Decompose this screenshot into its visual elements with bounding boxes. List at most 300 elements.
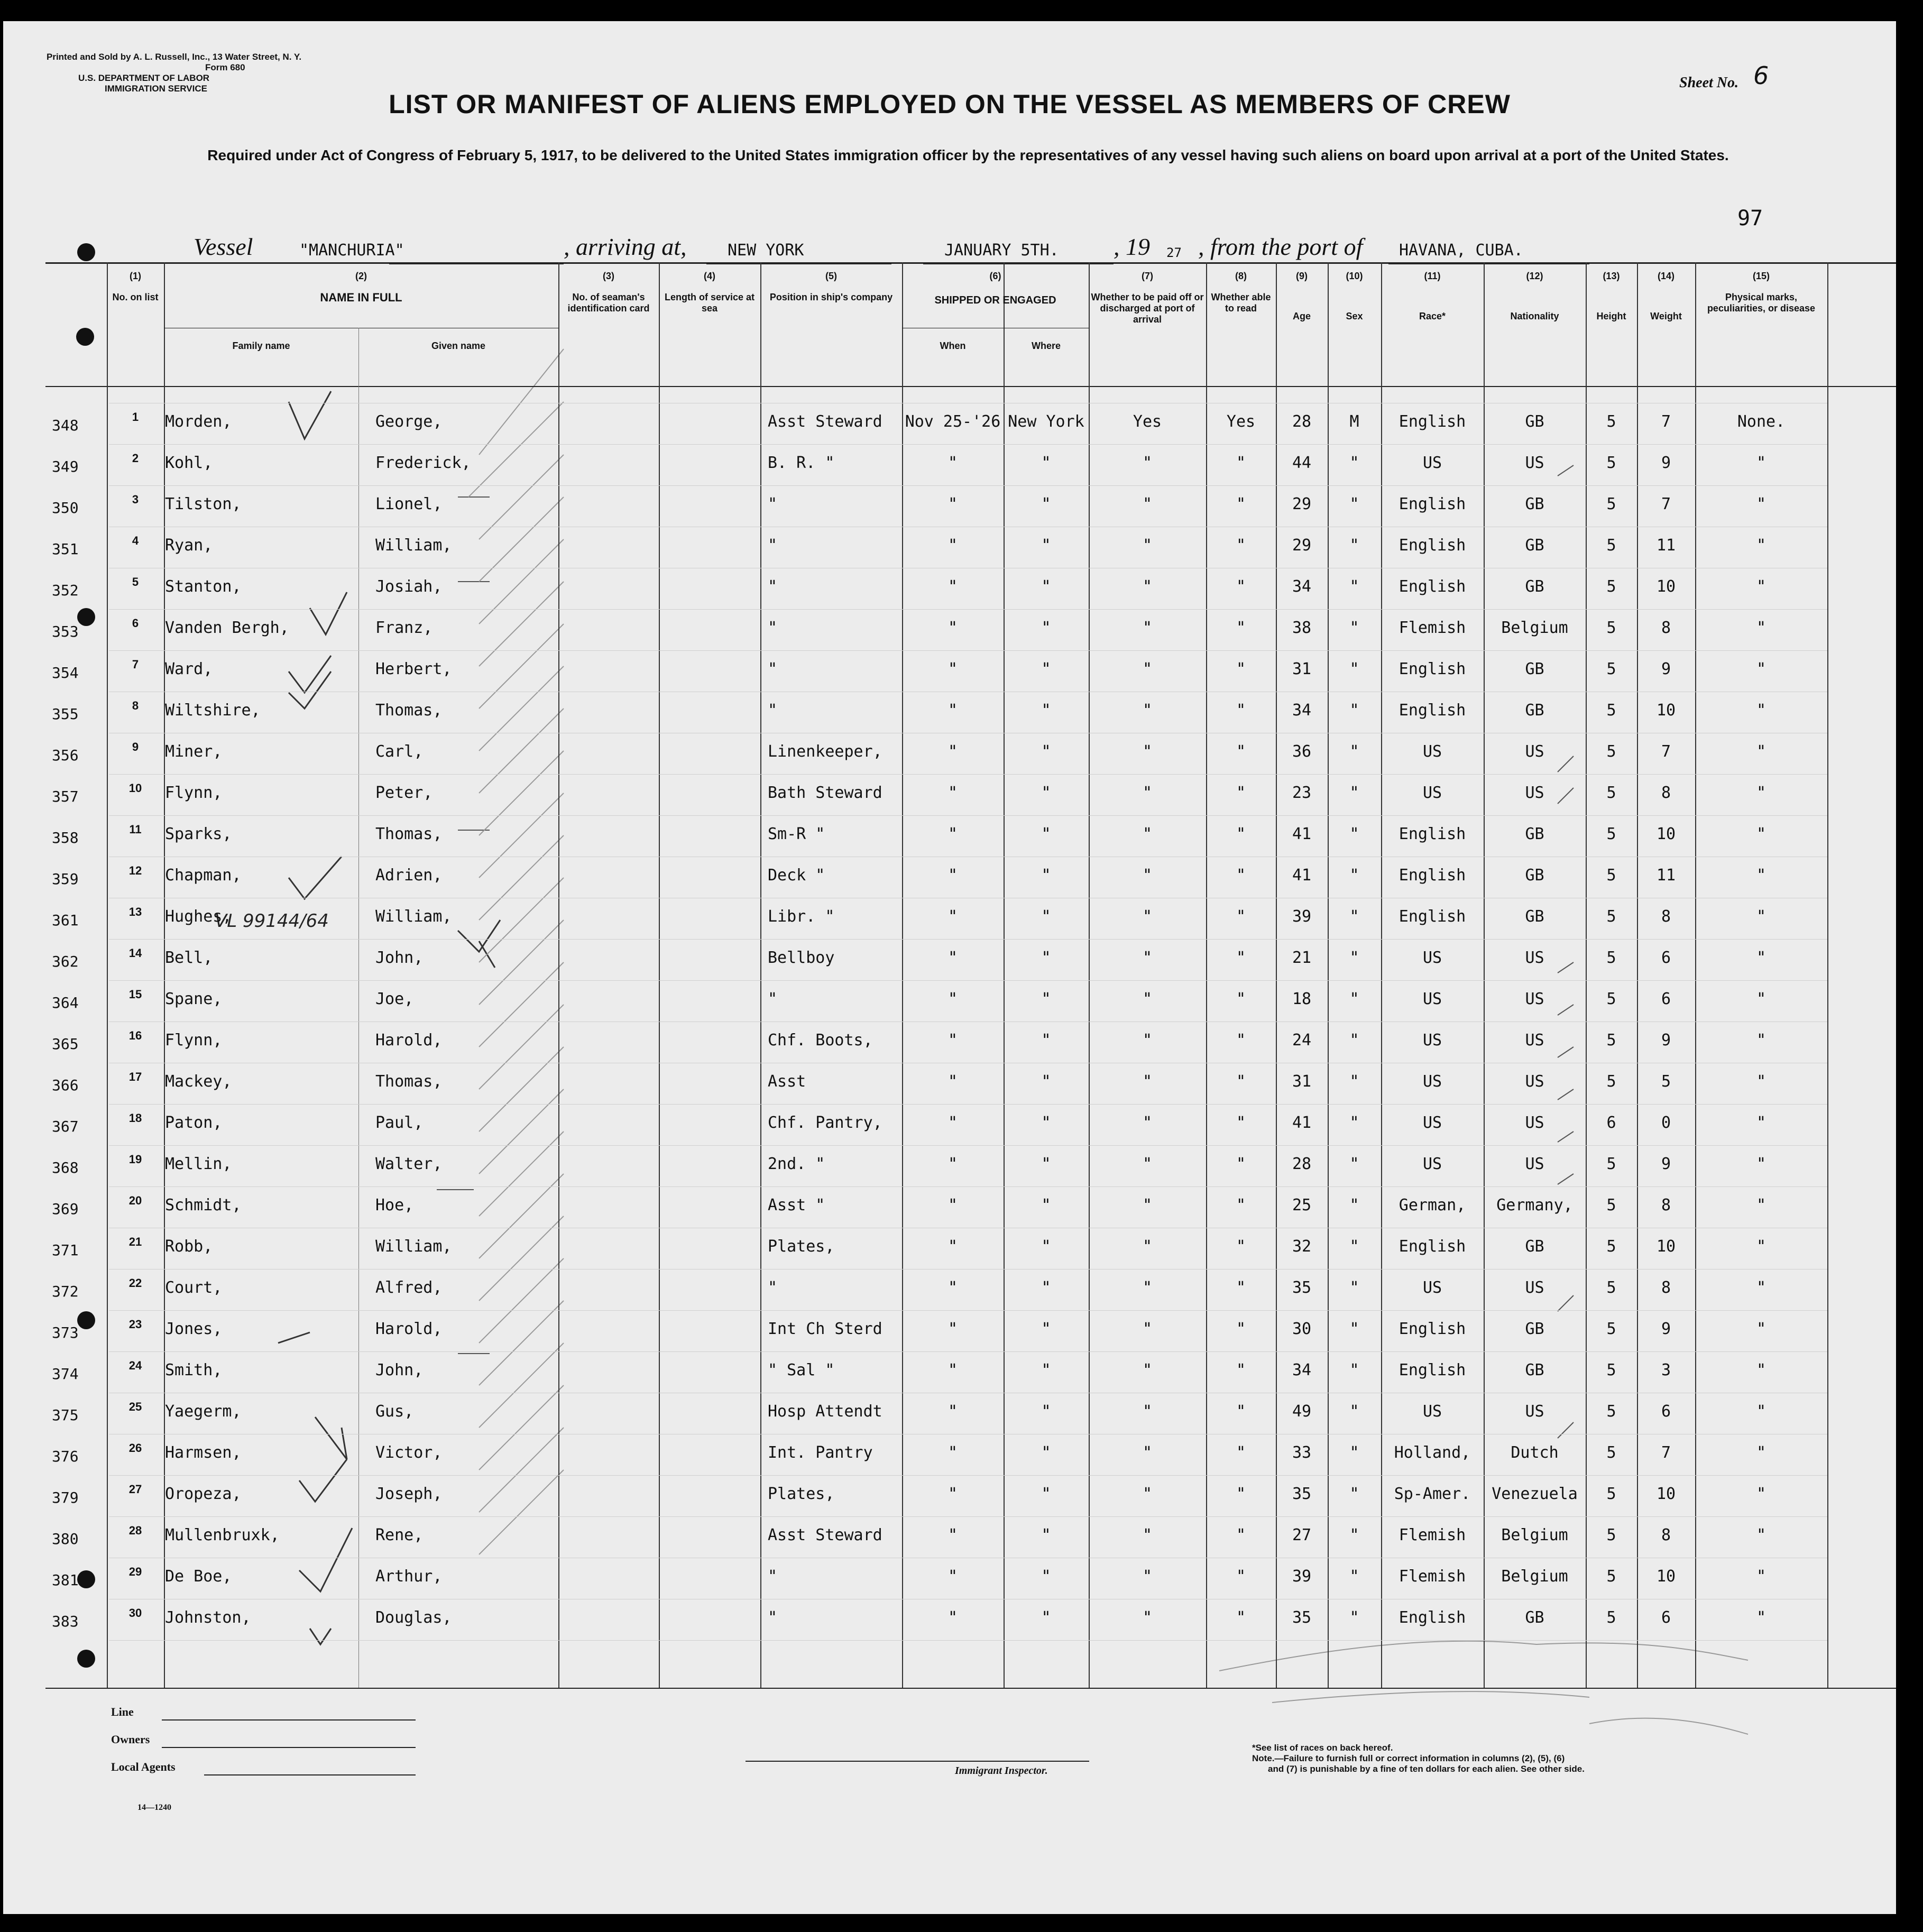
cell-age: 31 [1292, 1072, 1312, 1091]
cell-where: " [1041, 990, 1051, 1008]
cell-paid: " [1142, 701, 1153, 720]
cell-age: 28 [1292, 1155, 1312, 1173]
cell-age: 34 [1292, 1361, 1312, 1379]
row-list-number: 5 [132, 575, 139, 588]
cell-marks: " [1756, 701, 1766, 720]
column-c15-number: (15) [1752, 271, 1770, 281]
cell-where: " [1041, 866, 1051, 885]
cell-sex: " [1349, 701, 1359, 720]
cell-read: " [1236, 1402, 1246, 1421]
row-line-number: 381 [52, 1571, 79, 1589]
column-c7-number: (7) [1142, 271, 1153, 281]
cell-family: Yaegerm, [165, 1402, 242, 1421]
cell-sex: " [1349, 825, 1359, 843]
row-list-number: 2 [132, 452, 139, 465]
cell-given: Thomas, [375, 1072, 443, 1091]
cell-weight: 10 [1656, 825, 1676, 843]
cell-when: " [947, 1485, 958, 1503]
row-list-number: 14 [128, 946, 142, 960]
cell-race: English [1398, 536, 1466, 555]
table-top-rule [45, 262, 1896, 264]
cell-where: " [1041, 619, 1051, 637]
cell-nat: US [1525, 990, 1544, 1008]
cell-height: 5 [1606, 866, 1616, 885]
cell-given: Carl, [375, 742, 424, 761]
vessel-label: Vessel [194, 233, 253, 260]
cell-where: New York [1008, 412, 1084, 431]
cell-position: " [768, 660, 778, 678]
cell-marks: " [1756, 1155, 1766, 1173]
footnote-fine: and (7) is punishable by a fine of ten dollars for each alien. See other side. [1268, 1764, 1585, 1774]
cell-paid: " [1142, 454, 1153, 472]
cell-sex: " [1349, 907, 1359, 926]
cell-race: English [1398, 1320, 1466, 1338]
cell-race: US [1422, 1402, 1442, 1421]
cell-read: " [1236, 577, 1246, 596]
cell-position: Asst Steward [768, 1526, 882, 1544]
cell-sex: " [1349, 1608, 1359, 1627]
cell-where: " [1041, 1361, 1051, 1379]
cell-race: US [1422, 784, 1442, 802]
cell-race: US [1422, 1278, 1442, 1297]
cell-marks: " [1756, 619, 1766, 637]
cell-sex: " [1349, 1443, 1359, 1462]
cell-when: " [947, 619, 958, 637]
ledger-rule [109, 1186, 1827, 1187]
cell-paid: " [1142, 907, 1153, 926]
cell-given: Harold, [375, 1320, 443, 1338]
column-rule [107, 262, 108, 1688]
cell-height: 5 [1606, 1526, 1616, 1544]
cell-weight: 8 [1661, 1526, 1671, 1544]
column-c2-number: (2) [355, 271, 367, 281]
cell-given: Joe, [375, 990, 414, 1008]
cell-read: Yes [1226, 412, 1256, 431]
row-line-number: 369 [52, 1200, 79, 1218]
cell-where: " [1041, 1031, 1051, 1050]
cell-nat: GB [1525, 907, 1544, 926]
row-list-number: 27 [128, 1483, 142, 1496]
cell-nat: GB [1525, 1237, 1544, 1256]
cell-where: " [1041, 495, 1051, 513]
column-c4-label: Length of service at sea [664, 292, 755, 314]
cell-when: " [947, 1567, 958, 1586]
cell-when: " [947, 1320, 958, 1338]
cell-marks: None. [1737, 412, 1786, 431]
column-when-label: When [940, 341, 966, 351]
cell-family: Hughes, [165, 907, 232, 926]
cell-nat: GB [1525, 1608, 1544, 1627]
sheet-number-label: Sheet No. [1679, 75, 1738, 91]
cell-height: 5 [1606, 619, 1616, 637]
cell-age: 39 [1292, 1567, 1312, 1586]
cell-where: " [1041, 577, 1051, 596]
cell-height: 5 [1606, 784, 1616, 802]
cell-height: 5 [1606, 990, 1616, 1008]
cell-race: Flemish [1398, 1526, 1466, 1544]
cell-read: " [1236, 784, 1246, 802]
cell-given: Peter, [375, 784, 433, 802]
cell-position: Asst Steward [768, 412, 882, 431]
cell-age: 35 [1292, 1608, 1312, 1627]
service-name: IMMIGRATION SERVICE [105, 84, 207, 94]
row-list-number: 10 [128, 781, 142, 795]
cell-nat: GB [1525, 660, 1544, 678]
column-c15-label: Physical marks, peculiarities, or disease [1707, 292, 1816, 314]
column-c8-number: (8) [1235, 271, 1247, 281]
cell-position: " [768, 1608, 778, 1627]
cell-given: Frederick, [375, 454, 471, 472]
column-rule [659, 262, 660, 1688]
cell-read: " [1236, 1196, 1246, 1215]
cell-family: Sparks, [165, 825, 232, 843]
cell-given: Douglas, [375, 1608, 452, 1627]
row-list-number: 9 [132, 740, 139, 753]
column-rule [1381, 262, 1382, 1688]
cell-when: " [947, 784, 958, 802]
cell-height: 5 [1606, 1155, 1616, 1173]
immigrant-inspector-label: Immigrant Inspector. [955, 1765, 1048, 1777]
cell-age: 23 [1292, 784, 1312, 802]
column-c5-label: Position in ship's company [769, 292, 893, 302]
column-family-label: Family name [232, 341, 290, 351]
column-rule [1827, 262, 1828, 1688]
cell-sex: " [1349, 1114, 1359, 1132]
ledger-rule [109, 980, 1827, 981]
cell-marks: " [1756, 1443, 1766, 1462]
cell-sex: " [1349, 454, 1359, 472]
row-list-number: 19 [128, 1153, 142, 1166]
row-list-number: 13 [128, 905, 142, 918]
column-c9-number: (9) [1296, 271, 1308, 281]
cell-weight: 11 [1656, 866, 1676, 885]
from-port: HAVANA, CUBA. [1399, 241, 1523, 260]
row-line-number: 358 [52, 829, 79, 847]
row-line-number: 361 [52, 912, 79, 929]
row-list-number: 12 [128, 864, 142, 877]
cell-height: 5 [1606, 1278, 1616, 1297]
column-rule [1695, 262, 1696, 1688]
cell-family: Johnston, [165, 1608, 251, 1627]
cell-paid: " [1142, 577, 1153, 596]
cell-age: 41 [1292, 1114, 1312, 1132]
cell-weight: 8 [1661, 1196, 1671, 1215]
cell-paid: " [1142, 1526, 1153, 1544]
cell-age: 24 [1292, 1031, 1312, 1050]
cell-read: " [1236, 1278, 1246, 1297]
cell-position: " [768, 1567, 778, 1586]
cell-age: 30 [1292, 1320, 1312, 1338]
name-split-rule [358, 328, 359, 1688]
cell-height: 5 [1606, 1608, 1616, 1627]
row-line-number: 350 [52, 499, 79, 517]
cell-race: US [1422, 1031, 1442, 1050]
cell-position: " [768, 701, 778, 720]
cell-when: " [947, 660, 958, 678]
cell-position: " [768, 536, 778, 555]
row-line-number: 364 [52, 994, 79, 1011]
cell-where: " [1041, 825, 1051, 843]
cell-marks: " [1756, 536, 1766, 555]
cell-given: Thomas, [375, 701, 443, 720]
row-list-number: 1 [132, 410, 139, 424]
cell-nat: GB [1525, 1320, 1544, 1338]
ledger-rule [109, 939, 1827, 940]
cell-sex: " [1349, 619, 1359, 637]
cell-paid: " [1142, 1155, 1153, 1173]
cell-height: 5 [1606, 1567, 1616, 1586]
cell-sex: " [1349, 1567, 1359, 1586]
cell-paid: " [1142, 866, 1153, 885]
cell-where: " [1041, 742, 1051, 761]
cell-when: " [947, 495, 958, 513]
ledger-rule [109, 774, 1827, 775]
cell-given: George, [375, 412, 443, 431]
cell-height: 5 [1606, 495, 1616, 513]
cell-weight: 8 [1661, 1278, 1671, 1297]
cell-given: John, [375, 949, 424, 967]
cell-given: William, [375, 907, 452, 926]
column-rule [1484, 262, 1485, 1688]
column-c10-label: Sex [1346, 311, 1363, 321]
row-list-number: 18 [128, 1111, 142, 1125]
cell-read: " [1236, 1361, 1246, 1379]
cell-when: " [947, 866, 958, 885]
row-list-number: 20 [128, 1194, 142, 1207]
cell-weight: 7 [1661, 412, 1671, 431]
row-line-number: 365 [52, 1035, 79, 1053]
column-c8-label: Whether able to read [1211, 292, 1271, 314]
cell-nat: GB [1525, 701, 1544, 720]
row-list-number: 15 [128, 988, 142, 1001]
cell-marks: " [1756, 495, 1766, 513]
cell-nat: Germany, [1496, 1196, 1573, 1215]
cell-marks: " [1756, 1114, 1766, 1132]
cell-age: 35 [1292, 1485, 1312, 1503]
ledger-rule [109, 609, 1827, 610]
cell-height: 5 [1606, 1237, 1616, 1256]
cell-paid: " [1142, 660, 1153, 678]
row-line-number: 356 [52, 747, 79, 764]
year-label: , 19 [1114, 233, 1150, 260]
cell-position: Deck " [768, 866, 825, 885]
page-title: LIST OR MANIFEST OF ALIENS EMPLOYED ON THE VESSEL AS MEMBERS OF CREW [389, 89, 1511, 119]
cell-race: English [1398, 660, 1466, 678]
cell-weight: 10 [1656, 577, 1676, 596]
cell-read: " [1236, 536, 1246, 555]
column-c4-number: (4) [704, 271, 715, 281]
cell-paid: " [1142, 536, 1153, 555]
cell-paid: " [1142, 1196, 1153, 1215]
cell-sex: " [1349, 1402, 1359, 1421]
row-line-number: 359 [52, 870, 79, 888]
cell-race: English [1398, 1237, 1466, 1256]
cell-age: 28 [1292, 412, 1312, 431]
cell-age: 49 [1292, 1402, 1312, 1421]
footnote-races: *See list of races on back hereof. [1252, 1743, 1393, 1753]
cell-sex: " [1349, 866, 1359, 885]
ledger-rule [109, 650, 1827, 651]
cell-paid: " [1142, 1114, 1153, 1132]
cell-sex: " [1349, 495, 1359, 513]
cell-nat: Belgium [1501, 619, 1568, 637]
cell-weight: 9 [1661, 1320, 1671, 1338]
row-line-number: 383 [52, 1613, 79, 1630]
cell-when: " [947, 1278, 958, 1297]
footnote-note: Note.—Failure to furnish full or correct information in columns (2), (5), (6) [1252, 1753, 1565, 1763]
cell-position: Asst [768, 1072, 806, 1091]
column-rule [1637, 262, 1638, 1688]
row-line-number: 351 [52, 540, 79, 558]
cell-read: " [1236, 1072, 1246, 1091]
cell-race: Sp-Amer. [1394, 1485, 1471, 1503]
cell-marks: " [1756, 1485, 1766, 1503]
cell-marks: " [1756, 1526, 1766, 1544]
cell-position: Libr. " [768, 907, 835, 926]
cell-given: Adrien, [375, 866, 443, 885]
cell-age: 35 [1292, 1278, 1312, 1297]
column-c1-label: No. on list [112, 292, 159, 302]
cell-when: " [947, 454, 958, 472]
year-value: 27 [1166, 245, 1182, 260]
cell-given: John, [375, 1361, 424, 1379]
cell-paid: " [1142, 495, 1153, 513]
cell-marks: " [1756, 1608, 1766, 1627]
row-list-number: 28 [128, 1524, 142, 1537]
ledger-rule [109, 1516, 1827, 1517]
cell-family: Bell, [165, 949, 213, 967]
cell-given: Gus, [375, 1402, 414, 1421]
cell-paid: " [1142, 1320, 1153, 1338]
row-list-number: 8 [132, 699, 139, 712]
cell-height: 5 [1606, 825, 1616, 843]
cell-given: Paul, [375, 1114, 424, 1132]
row-list-number: 30 [128, 1606, 142, 1620]
cell-marks: " [1756, 660, 1766, 678]
row-line-number: 362 [52, 953, 79, 970]
cell-position: Asst " [768, 1196, 825, 1215]
cell-weight: 6 [1661, 990, 1671, 1008]
cell-when: " [947, 1402, 958, 1421]
cell-paid: " [1142, 1237, 1153, 1256]
cell-marks: " [1756, 784, 1766, 802]
cell-marks: " [1756, 742, 1766, 761]
row-list-number: 3 [132, 493, 139, 506]
cell-race: English [1398, 825, 1466, 843]
owners-label: Owners [111, 1733, 150, 1746]
cell-marks: " [1756, 1031, 1766, 1050]
cell-given: Victor, [375, 1443, 443, 1462]
column-c6-label: SHIPPED OR ENGAGED [934, 295, 1056, 306]
cell-family: Mullenbruxk, [165, 1526, 280, 1544]
cell-paid: " [1142, 1443, 1153, 1462]
cell-age: 27 [1292, 1526, 1312, 1544]
row-list-number: 16 [128, 1029, 142, 1042]
cell-age: 41 [1292, 825, 1312, 843]
cell-nat: Belgium [1501, 1526, 1568, 1544]
cell-age: 34 [1292, 577, 1312, 596]
cell-race: Flemish [1398, 1567, 1466, 1586]
row-list-number: 4 [132, 534, 139, 547]
cell-marks: " [1756, 1196, 1766, 1215]
column-rule [1206, 262, 1207, 1688]
cell-family: Jones, [165, 1320, 223, 1338]
cell-age: 44 [1292, 454, 1312, 472]
cell-position: Plates, [768, 1485, 835, 1503]
cell-read: " [1236, 1443, 1246, 1462]
cell-family: Spane, [165, 990, 223, 1008]
cell-position: Linenkeeper, [768, 742, 882, 761]
column-c3-label: No. of seaman's identification card [567, 292, 650, 314]
cell-family: Robb, [165, 1237, 213, 1256]
cell-nat: GB [1525, 866, 1544, 885]
printer-line: Printed and Sold by A. L. Russell, Inc., 13 Water Street, N. Y. [47, 52, 302, 62]
cell-age: 39 [1292, 907, 1312, 926]
cell-height: 5 [1606, 454, 1616, 472]
cell-race: English [1398, 907, 1466, 926]
cell-where: " [1041, 784, 1051, 802]
form-number: Form 680 [205, 62, 245, 72]
cell-family: Miner, [165, 742, 223, 761]
cell-when: " [947, 825, 958, 843]
cell-age: 36 [1292, 742, 1312, 761]
cell-family: Vanden Bergh, [165, 619, 289, 637]
row-list-number: 22 [128, 1276, 142, 1290]
cell-age: 32 [1292, 1237, 1312, 1256]
cell-nat: US [1525, 454, 1544, 472]
column-c13-label: Height [1596, 311, 1626, 321]
cell-position: Int Ch Sterd [768, 1320, 882, 1338]
cell-read: " [1236, 1114, 1246, 1132]
cell-sex: " [1349, 1278, 1359, 1297]
cell-read: " [1236, 1237, 1246, 1256]
cell-height: 5 [1606, 577, 1616, 596]
line-label: Line [111, 1705, 134, 1718]
cell-race: US [1422, 1114, 1442, 1132]
cell-given: Lionel, [375, 495, 443, 513]
cell-weight: 8 [1661, 619, 1671, 637]
cell-when: " [947, 701, 958, 720]
cell-given: Thomas, [375, 825, 443, 843]
local-agents-label: Local Agents [111, 1760, 176, 1773]
table-bottom-rule [45, 1688, 1896, 1689]
cell-paid: " [1142, 1278, 1153, 1297]
row-line-number: 372 [52, 1283, 79, 1300]
cell-position: Plates, [768, 1237, 835, 1256]
cell-when: " [947, 1031, 958, 1050]
cell-when: " [947, 1361, 958, 1379]
cell-race: English [1398, 577, 1466, 596]
row-line-number: 371 [52, 1241, 79, 1259]
cell-paid: " [1142, 825, 1153, 843]
cell-age: 33 [1292, 1443, 1312, 1462]
cell-read: " [1236, 1031, 1246, 1050]
row-line-number: 355 [52, 705, 79, 723]
cell-family: Chapman, [165, 866, 242, 885]
cell-nat: US [1525, 1031, 1544, 1050]
cell-given: Alfred, [375, 1278, 443, 1297]
cell-age: 34 [1292, 701, 1312, 720]
cell-nat: US [1525, 1402, 1544, 1421]
cell-nat: US [1525, 1278, 1544, 1297]
cell-race: English [1398, 866, 1466, 885]
cell-nat: US [1525, 1072, 1544, 1091]
row-list-number: 29 [128, 1565, 142, 1578]
cell-weight: 10 [1656, 1567, 1676, 1586]
column-rule [1276, 262, 1277, 1688]
column-rule [1586, 262, 1587, 1688]
cell-when: " [947, 990, 958, 1008]
